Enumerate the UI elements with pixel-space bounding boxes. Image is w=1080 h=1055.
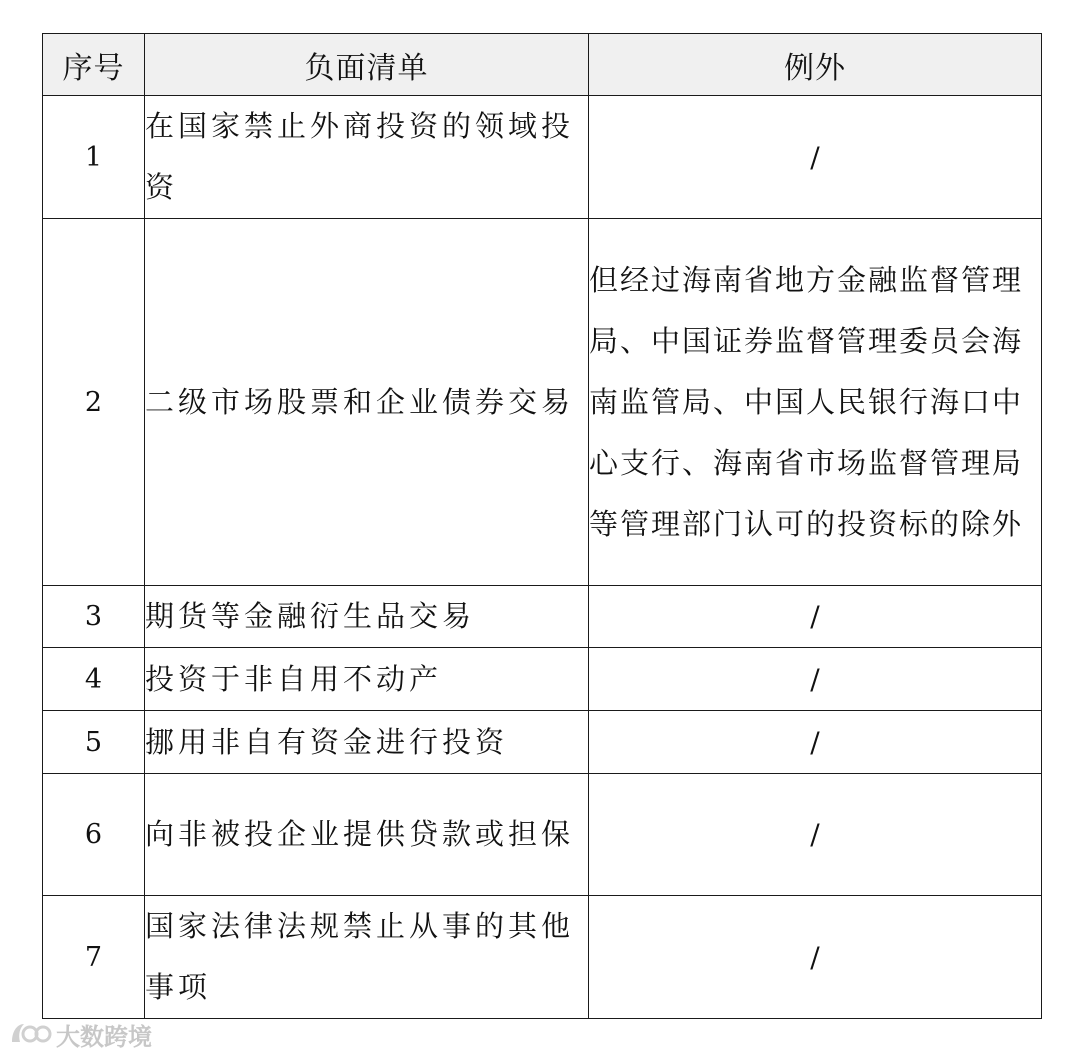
row-item: 期货等金融衍生品交易 <box>145 586 589 648</box>
row-no: 5 <box>43 711 145 774</box>
row-exception: 但经过海南省地方金融监督管理局、中国证券监督管理委员会海南监管局、中国人民银行海口中心支行、海南省市场监督管理局等管理部门认可的投资标的除外 <box>589 219 1042 586</box>
watermark <box>8 1019 152 1049</box>
row-item: 向非被投企业提供贷款或担保 <box>145 774 589 896</box>
dashu-logo-icon <box>8 1020 52 1048</box>
row-exception: / <box>589 96 1042 219</box>
row-no: 3 <box>43 586 145 648</box>
table-row <box>43 96 1042 219</box>
row-item: 国家法律法规禁止从事的其他事项 <box>145 896 589 1019</box>
table-row <box>43 219 1042 586</box>
row-no: 1 <box>43 96 145 219</box>
table-row <box>43 711 1042 774</box>
row-exception: / <box>589 711 1042 774</box>
watermark-text: 大数跨境 <box>56 1022 152 1051</box>
header-negative-list: 负面清单 <box>145 34 589 96</box>
row-no: 7 <box>43 896 145 1019</box>
row-no: 6 <box>43 774 145 896</box>
row-no: 2 <box>43 219 145 586</box>
row-exception: / <box>589 774 1042 896</box>
header-no: 序号 <box>43 34 145 96</box>
row-item: 在国家禁止外商投资的领域投资 <box>145 96 589 219</box>
row-exception: / <box>589 586 1042 648</box>
table-header-row <box>43 34 1042 96</box>
row-item: 二级市场股票和企业债券交易 <box>145 219 589 586</box>
table-row <box>43 586 1042 648</box>
row-no: 4 <box>43 648 145 711</box>
table-row <box>43 774 1042 896</box>
row-item: 挪用非自有资金进行投资 <box>145 711 589 774</box>
negative-list-table <box>42 33 1042 1019</box>
row-item: 投资于非自用不动产 <box>145 648 589 711</box>
table-row <box>43 896 1042 1019</box>
row-exception: / <box>589 648 1042 711</box>
row-exception: / <box>589 896 1042 1019</box>
header-exception: 例外 <box>589 34 1042 96</box>
table-row <box>43 648 1042 711</box>
